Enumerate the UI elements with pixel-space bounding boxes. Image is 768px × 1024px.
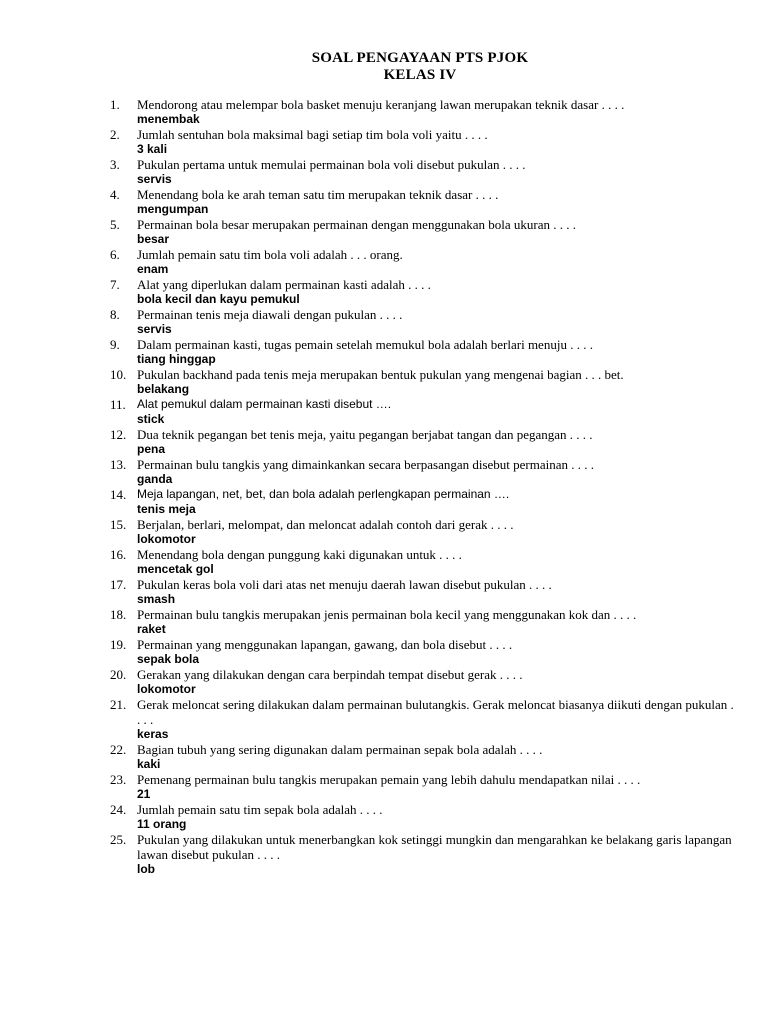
question-row <box>110 637 740 652</box>
question-number: 1. <box>110 97 120 112</box>
question-item <box>110 772 740 802</box>
question-text: Permainan bola besar merupakan permainan dengan menggunakan bola ukuran . . . . <box>137 217 576 232</box>
answer-text: sepak bola <box>137 652 200 666</box>
page-title: SOAL PENGAYAAN PTS PJOK <box>311 50 529 66</box>
question-item <box>110 397 740 427</box>
question-number: 6. <box>110 247 120 262</box>
question-number: 9. <box>110 337 120 352</box>
question-text: Berjalan, berlari, melompat, dan meloncat adalah contoh dari gerak . . . . <box>137 517 514 532</box>
question-item <box>110 487 740 517</box>
answer-text: enam <box>137 262 169 276</box>
question-text: Gerakan yang dilakukan dengan cara berpindah tempat disebut gerak . . . . <box>137 667 523 682</box>
question-item <box>110 667 740 697</box>
answer-text: tenis meja <box>137 502 196 516</box>
question-item <box>110 307 740 337</box>
question-number: 24. <box>110 802 127 817</box>
question-item <box>110 577 740 607</box>
question-number: 3. <box>110 157 120 172</box>
question-number: 8. <box>110 307 120 322</box>
answer-text: servis <box>137 172 172 186</box>
question-text: Alat yang diperlukan dalam permainan kasti adalah . . . . <box>137 277 431 292</box>
answer-text: stick <box>137 412 165 426</box>
question-item <box>110 832 740 877</box>
question-item <box>110 97 740 127</box>
question-number: 5. <box>110 217 120 232</box>
question-number: 22. <box>110 742 127 757</box>
answer-text: mengumpan <box>137 202 209 216</box>
answer-text: kaki <box>137 757 161 771</box>
question-item <box>110 697 740 742</box>
question-text: Jumlah pemain satu tim sepak bola adalah . . . . <box>137 802 383 817</box>
question-number: 11. <box>110 397 126 412</box>
question-row <box>110 802 740 817</box>
question-row <box>110 577 740 592</box>
question-item <box>110 637 740 667</box>
question-row <box>110 742 740 757</box>
question-row <box>110 277 740 292</box>
answer-text: lokomotor <box>137 532 196 546</box>
question-number: 7. <box>110 277 120 292</box>
question-row <box>110 487 740 502</box>
answer-text: bola kecil dan kayu pemukul <box>137 292 300 306</box>
answer-text: keras <box>137 727 169 741</box>
question-number: 23. <box>110 772 127 787</box>
question-item <box>110 337 740 367</box>
question-row <box>110 247 740 262</box>
answer-text: servis <box>137 322 172 336</box>
question-text: Dua teknik pegangan bet tenis meja, yaitu pegangan berjabat tangan dan pegangan . . . . <box>137 427 593 442</box>
question-row <box>110 547 740 562</box>
question-row <box>110 97 740 112</box>
answer-text: ganda <box>137 472 173 486</box>
question-item <box>110 187 740 217</box>
question-item <box>110 367 740 397</box>
answer-text: lokomotor <box>137 682 196 696</box>
question-text: Permainan yang menggunakan lapangan, gawang, dan bola disebut . . . . <box>137 637 513 652</box>
question-row <box>110 832 740 862</box>
question-number: 16. <box>110 547 127 562</box>
question-text: Pukulan keras bola voli dari atas net menuju daerah lawan disebut pukulan . . . . <box>137 577 552 592</box>
question-text: Menendang bola ke arah teman satu tim merupakan teknik dasar . . . . <box>137 187 499 202</box>
question-item <box>110 547 740 577</box>
question-row <box>110 697 740 727</box>
answer-text: pena <box>137 442 166 456</box>
question-number: 13. <box>110 457 127 472</box>
question-number: 4. <box>110 187 120 202</box>
question-item <box>110 427 740 457</box>
question-item <box>110 742 740 772</box>
question-number: 25. <box>110 832 127 847</box>
question-number: 14. <box>110 487 127 502</box>
question-text: Mendorong atau melempar bola basket menuju keranjang lawan merupakan teknik dasar . . . . <box>137 97 625 112</box>
question-row <box>110 517 740 532</box>
answer-text: mencetak gol <box>137 562 214 576</box>
document-header <box>0 50 768 84</box>
question-text: Jumlah pemain satu tim bola voli adalah . . . orang. <box>137 247 403 262</box>
question-number: 18. <box>110 607 127 622</box>
question-row <box>110 217 740 232</box>
question-text: Permainan tenis meja diawali dengan pukulan . . . . <box>137 307 403 322</box>
question-item <box>110 277 740 307</box>
question-item <box>110 247 740 277</box>
question-text: Jumlah sentuhan bola maksimal bagi setiap tim bola voli yaitu . . . . <box>137 127 488 142</box>
question-item <box>110 517 740 547</box>
question-number: 17. <box>110 577 127 592</box>
question-text: Alat pemukul dalam permainan kasti disebut …. <box>137 397 392 411</box>
question-row <box>110 367 740 382</box>
question-row <box>110 772 740 787</box>
question-text: Pukulan backhand pada tenis meja merupakan bentuk pukulan yang mengenai bagian . . . bet. <box>137 367 624 382</box>
question-row <box>110 187 740 202</box>
question-number: 10. <box>110 367 127 382</box>
question-row <box>110 307 740 322</box>
question-item <box>110 457 740 487</box>
answer-text: besar <box>137 232 170 246</box>
question-row <box>110 457 740 472</box>
answer-text: 21 <box>137 787 151 801</box>
question-item <box>110 127 740 157</box>
question-text: Gerak meloncat sering dilakukan dalam permainan bulutangkis. Gerak meloncat biasanya diikuti dengan pukulan . . . . <box>137 697 734 727</box>
answer-text: tiang hinggap <box>137 352 216 366</box>
question-number: 12. <box>110 427 127 442</box>
answer-text: menembak <box>137 112 200 126</box>
question-item <box>110 607 740 637</box>
question-number: 19. <box>110 637 127 652</box>
question-row <box>110 157 740 172</box>
question-list <box>110 97 740 877</box>
question-text: Pemenang permainan bulu tangkis merupakan pemain yang lebih dahulu mendapatkan nilai . . . . <box>137 772 641 787</box>
question-row <box>110 397 740 412</box>
page-subtitle: KELAS IV <box>383 67 457 83</box>
question-number: 20. <box>110 667 127 682</box>
answer-text: lob <box>137 862 155 876</box>
question-text: Dalam permainan kasti, tugas pemain setelah memukul bola adalah berlari menuju . . . . <box>137 337 593 352</box>
question-number: 2. <box>110 127 120 142</box>
answer-text: belakang <box>137 382 190 396</box>
question-text: Permainan bulu tangkis merupakan jenis permainan bola kecil yang menggunakan kok dan . . . . <box>137 607 637 622</box>
question-text: Pukulan pertama untuk memulai permainan bola voli disebut pukulan . . . . <box>137 157 526 172</box>
question-item <box>110 157 740 187</box>
question-text: Pukulan yang dilakukan untuk menerbangkan kok setinggi mungkin dan mengarahkan ke belakang garis lapangan lawan disebut pukulan . . . . <box>137 832 732 862</box>
question-row <box>110 337 740 352</box>
answer-text: smash <box>137 592 176 606</box>
question-row <box>110 667 740 682</box>
answer-text: 3 kali <box>137 142 168 156</box>
question-item <box>110 802 740 832</box>
answer-text: raket <box>137 622 166 636</box>
question-text: Bagian tubuh yang sering digunakan dalam permainan sepak bola adalah . . . . <box>137 742 543 757</box>
question-number: 21. <box>110 697 127 712</box>
question-text: Meja lapangan, net, bet, dan bola adalah perlengkapan permainan …. <box>137 487 510 501</box>
answer-text: 11 orang <box>137 817 187 831</box>
question-row <box>110 427 740 442</box>
question-item <box>110 217 740 247</box>
question-row <box>110 607 740 622</box>
question-row <box>110 127 740 142</box>
question-number: 15. <box>110 517 127 532</box>
question-text: Permainan bulu tangkis yang dimainkankan secara berpasangan disebut permainan . . . . <box>137 457 595 472</box>
question-text: Menendang bola dengan punggung kaki digunakan untuk . . . . <box>137 547 462 562</box>
